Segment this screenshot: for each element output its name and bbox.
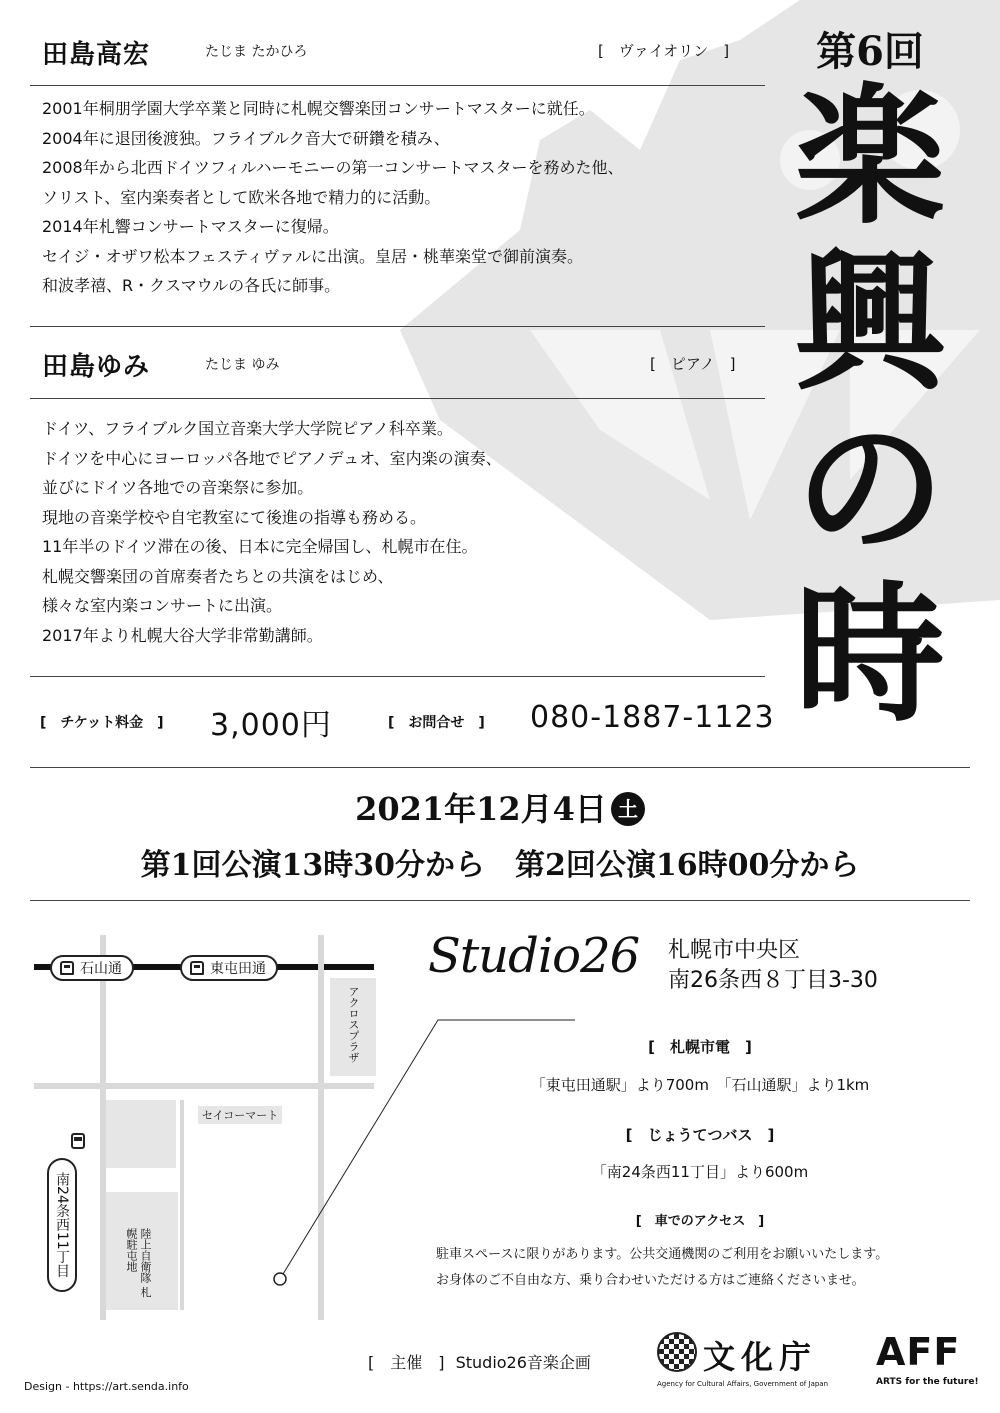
- aff-tagline: ARTS for the future!: [876, 1377, 979, 1387]
- address-line: 札幌市中央区: [668, 938, 801, 963]
- performer2-name: 田島ゆみ: [42, 352, 151, 382]
- landmark-acrossplaza: アクロスプラザ: [347, 986, 360, 1063]
- main-title-char: 楽: [794, 69, 945, 245]
- bus-label: [ じょうてつバス ]: [625, 1126, 775, 1144]
- event-date-row: [0, 784, 1000, 830]
- block: [106, 1100, 176, 1168]
- bio-line: 札幌交響楽団の首席奏者たちとの共演をはじめ、: [42, 566, 394, 586]
- bunka-logo-en: Agency for Cultural Affairs, Government of Japan: [657, 1380, 829, 1388]
- event-date: 2021年12月4日: [355, 790, 607, 828]
- organizer-name: Studio26音楽企画: [455, 1353, 591, 1372]
- performer2-kana: たじま ゆみ: [205, 357, 280, 373]
- divider: [30, 676, 765, 677]
- car-label: [ 車でのアクセス ]: [635, 1214, 765, 1229]
- bio-line: 2017年より札幌大谷大学非常勤講師。: [42, 625, 323, 645]
- note-line: 駐車スペースに限りがあります。公共交通機関のご利用をお願いいたします。: [436, 1247, 889, 1262]
- design-credit: Design - https://art.senda.info: [24, 1380, 189, 1393]
- bus-stop-label: 南24条西11丁目: [47, 1158, 77, 1292]
- ticket-price: 3,000円: [210, 708, 332, 743]
- bio-line: ドイツを中心にヨーロッパ各地でピアノデュオ、室内楽の演奏、: [42, 448, 502, 468]
- station-name: 東屯田通: [210, 961, 266, 977]
- bio-line: 2014年札響コンサートマスターに復帰。: [42, 217, 339, 236]
- main-title-char: 興: [794, 235, 945, 411]
- weekday-badge: 土: [611, 792, 645, 826]
- bio-line: 現地の音楽学校や自宅教室にて後進の指導も務める。: [42, 507, 427, 527]
- performance-times: 第1回公演13時30分から 第2回公演16時00分から: [140, 848, 860, 883]
- train-icon: [60, 961, 74, 975]
- venue-logo: Studio26: [428, 928, 640, 984]
- performer1-name: 田島高宏: [42, 40, 151, 70]
- station-name: 石山通: [80, 961, 122, 977]
- performer1-bio: [42, 94, 762, 301]
- car-notes: [436, 1242, 976, 1294]
- station-higashitonden: [180, 955, 278, 981]
- bunka-logo-text: 文化庁: [703, 1338, 818, 1376]
- contact-label: [ お問合せ ]: [388, 715, 485, 731]
- performer1-role: [ ヴァイオリン ]: [598, 42, 730, 60]
- bio-line: 2008年から北西ドイツフィルハーモニーの第一コンサートマスターを務めた他、: [42, 158, 624, 177]
- bio-line: 2004年に退団後渡独。フライブルク音大で研鑽を積み、: [42, 128, 450, 148]
- contact-phone: 080-1887-1123: [530, 700, 775, 735]
- bio-line: セイジ・オザワ松本フェスティヴァルに出演。皇居・桃華楽堂で御前演奏。: [42, 246, 583, 266]
- divider: [30, 326, 765, 327]
- main-title-char: 時: [794, 567, 945, 743]
- bus-info: 「南24条西11丁目」より600m: [591, 1163, 809, 1181]
- note-line: お身体のご不自由な方、乗り合わせいただける方はご連絡くださいませ。: [436, 1273, 865, 1288]
- address-line: 南26条西８丁目3-30: [668, 968, 878, 993]
- divider: [30, 398, 765, 399]
- bio-line: 11年半のドイツ滞在の後、日本に完全帰国し、札幌市在住。: [42, 537, 478, 556]
- landmark-seicomart: セイコーマート: [198, 1106, 282, 1124]
- venue-address: [668, 936, 878, 996]
- edition-label: 第6回: [816, 28, 924, 75]
- bio-line: 2001年桐朋学園大学卒業と同時に札幌交響楽団コンサートマスターに就任。: [42, 99, 595, 118]
- bio-line: 和波孝禧、R・クスマウルの各氏に師事。: [42, 276, 341, 295]
- bus-icon: [71, 1133, 85, 1149]
- bio-line: ソリスト、室内楽奏者として欧米各地で精力的に活動。: [42, 187, 441, 207]
- performer2-bio: [42, 414, 762, 650]
- organizer-label: [ 主催 ]: [368, 1353, 445, 1372]
- tram-info: 「東屯田通駅」より700m 「石山通駅」より1km: [530, 1076, 870, 1094]
- train-icon: [190, 961, 204, 975]
- road: [180, 1100, 184, 1310]
- station-ishiyama: [50, 955, 134, 981]
- bunka-logo-icon: [657, 1332, 697, 1372]
- main-title-char: の: [794, 401, 945, 577]
- divider: [30, 767, 970, 768]
- bio-line: 並びにドイツ各地での音楽祭に参加。: [42, 478, 314, 497]
- aff-logo: AFF: [876, 1330, 961, 1374]
- bio-line: ドイツ、フライブルク国立音楽大学大学院ピアノ科卒業。: [42, 419, 453, 438]
- divider: [30, 85, 765, 86]
- bio-line: 様々な室内楽コンサートに出演。: [42, 596, 283, 615]
- ticket-price-label: [ チケット料金 ]: [40, 715, 164, 731]
- performer2-role: [ ピアノ ]: [650, 355, 736, 373]
- landmark-sdf-camp: 陸上自衛隊 札幌駐屯地: [125, 1228, 152, 1298]
- organizer: [368, 1350, 591, 1373]
- performer1-kana: たじま たかひろ: [205, 44, 308, 60]
- divider: [30, 900, 970, 901]
- tram-label: [ 札幌市電 ]: [648, 1038, 752, 1056]
